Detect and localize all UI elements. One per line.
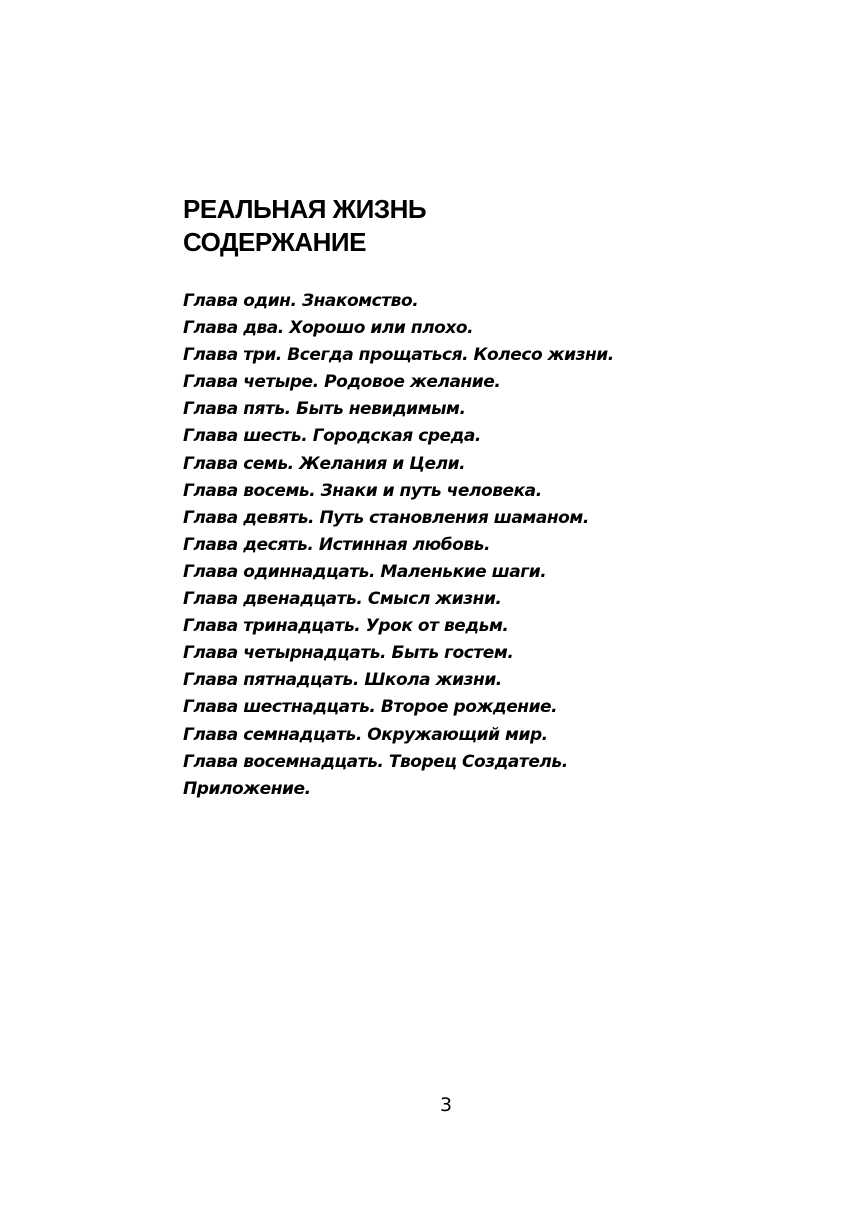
- toc-entry: Глава девять. Путь становления шаманом.: [183, 507, 589, 528]
- toc-entry: Глава восемь. Знаки и путь человека.: [183, 480, 542, 501]
- toc-entry: Глава два. Хорошо или плохо.: [183, 318, 474, 339]
- toc-entry-appendix: Приложение.: [183, 778, 311, 799]
- toc-entry: Глава пятнадцать. Школа жизни.: [183, 670, 502, 691]
- toc-entry: Глава четырнадцать. Быть гостем.: [183, 643, 514, 664]
- toc-entry: Глава семь. Желания и Цели.: [183, 453, 466, 474]
- contents-heading: СОДЕРЖАНИЕ: [183, 227, 366, 257]
- toc-entry: Глава четыре. Родовое желание.: [183, 372, 501, 393]
- toc-entry: Глава шестнадцать. Второе рождение.: [183, 697, 558, 718]
- toc-entry: Глава три. Всегда прощаться. Колесо жизни.: [183, 345, 614, 366]
- toc-entry: Глава пять. Быть невидимым.: [183, 399, 466, 420]
- toc-entry: Глава тринадцать. Урок от ведьм.: [183, 616, 509, 637]
- toc-entry: Глава двенадцать. Смысл жизни.: [183, 589, 502, 610]
- toc-entry: Глава десять. Истинная любовь.: [183, 534, 490, 555]
- page-header: [183, 193, 743, 259]
- toc-entry: Глава один. Знакомство.: [183, 291, 419, 311]
- page-number: 3: [439, 1094, 453, 1116]
- toc-entry: Глава одиннадцать. Маленькие шаги.: [183, 561, 547, 582]
- table-of-contents: [183, 288, 783, 803]
- toc-entry: Глава восемнадцать. Творец Создатель.: [183, 751, 568, 772]
- toc-entry: Глава шесть. Городская среда.: [183, 426, 481, 447]
- book-title: РЕАЛЬНАЯ ЖИЗНЬ: [183, 194, 427, 224]
- toc-entry: Глава семнадцать. Окружающий мир.: [183, 724, 548, 745]
